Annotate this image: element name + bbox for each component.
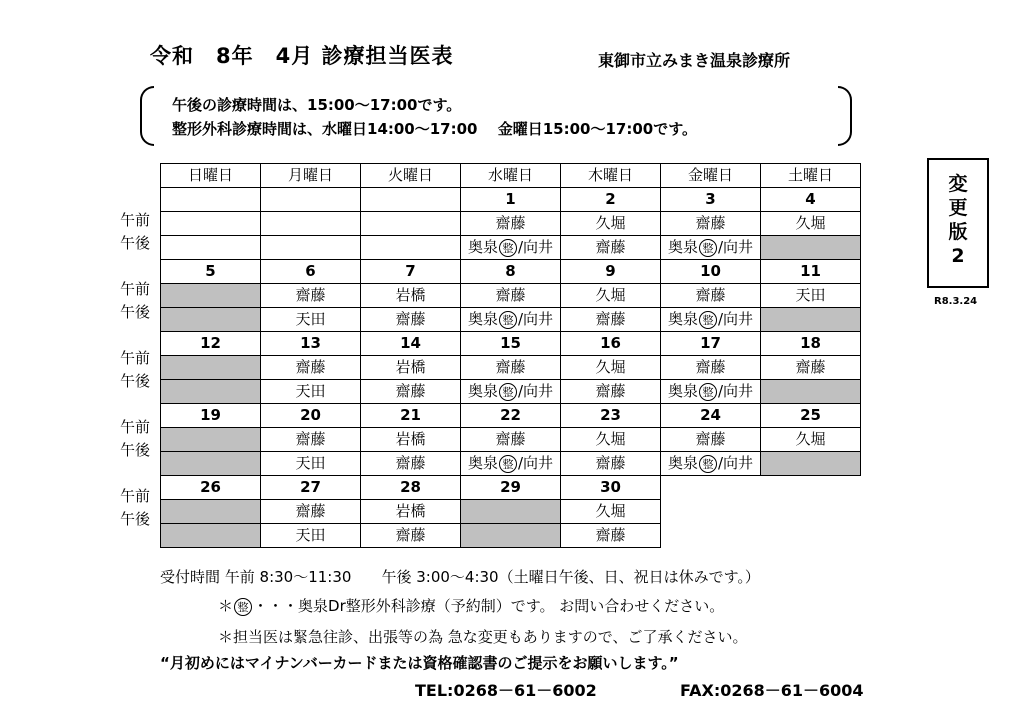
doctor-cell: 岩橋: [361, 356, 461, 380]
closed-cell: [161, 308, 261, 332]
orthopedic-mark-icon: 整: [699, 383, 717, 401]
fax-number: FAX:0268－61－6004: [680, 681, 864, 700]
week-2-date-row: [161, 260, 861, 284]
revision-number: 2: [951, 245, 965, 267]
date-cell: 5: [161, 260, 261, 284]
revision-char: 更: [948, 197, 968, 219]
date-cell: 22: [461, 404, 561, 428]
doctor-cell: 久堀: [561, 212, 661, 236]
telephone-number: TEL:0268－61－6002: [415, 681, 597, 700]
date-cell: 14: [361, 332, 461, 356]
reception-hours: 受付時間 午前 8:30～11:30 午後 3:00～4:30（土曜日午後、日、祝日は休みです。）: [160, 568, 760, 586]
closed-cell: [761, 236, 861, 260]
doctor-cell: 齋藤: [661, 212, 761, 236]
empty-cell: [761, 476, 861, 500]
closed-cell: [161, 380, 261, 404]
orthopedic-mark-icon: 整: [499, 383, 517, 401]
revision-char: 変: [948, 173, 968, 195]
week-2-am-row: [161, 284, 861, 308]
date-cell: 3: [661, 188, 761, 212]
revision-date: R8.3.24: [934, 296, 978, 307]
orthopedic-mark-icon: 整: [499, 239, 517, 257]
revision-char: 版: [948, 221, 968, 243]
doctor-cell: [461, 236, 561, 260]
doctor-cell: [161, 236, 261, 260]
orthopedic-mark-icon: 整: [234, 598, 252, 616]
doctor-cell: 齋藤: [561, 308, 661, 332]
hours-notice: [140, 86, 852, 146]
week-4-pm-row: [161, 452, 861, 476]
doctor-cell: 齋藤: [661, 428, 761, 452]
date-cell: 29: [461, 476, 561, 500]
doctor-name: /向井: [717, 310, 754, 328]
doctor-name: 奥泉: [467, 454, 498, 472]
doctor-cell: 齋藤: [261, 356, 361, 380]
date-cell: 24: [661, 404, 761, 428]
left-bracket: [140, 86, 154, 146]
change-notice: ＊担当医は緊急往診、出張等の為 急な変更もありますので、ご了承ください。: [218, 628, 748, 646]
doctor-cell: 齋藤: [561, 236, 661, 260]
closed-cell: [161, 356, 261, 380]
afternoon-label: 午後: [120, 441, 151, 459]
morning-label: 午前: [120, 211, 151, 229]
seikei-legend: [218, 595, 724, 616]
doctor-name: 奥泉: [467, 238, 498, 256]
date-cell: 11: [761, 260, 861, 284]
orthopedic-mark-icon: 整: [499, 311, 517, 329]
doctor-cell: 天田: [261, 308, 361, 332]
week-2-pm-row: [161, 308, 861, 332]
morning-label: 午前: [120, 280, 151, 298]
afternoon-label: 午後: [120, 234, 151, 252]
weekday-header: 火曜日: [361, 164, 461, 188]
asterisk: ＊: [218, 597, 234, 615]
date-cell: 15: [461, 332, 561, 356]
doctor-cell: 齋藤: [561, 380, 661, 404]
date-cell: 17: [661, 332, 761, 356]
doctor-cell: 齋藤: [361, 308, 461, 332]
date-cell: 19: [161, 404, 261, 428]
doctor-name: 奥泉: [667, 454, 698, 472]
empty-cell: [761, 500, 861, 524]
doctor-cell: 久堀: [761, 212, 861, 236]
closed-cell: [761, 380, 861, 404]
doctor-cell: 齋藤: [261, 500, 361, 524]
weekday-header: 月曜日: [261, 164, 361, 188]
date-cell: 23: [561, 404, 661, 428]
doctor-cell: 天田: [261, 452, 361, 476]
week-5-am-row: [161, 500, 861, 524]
insurance-card-notice: “月初めにはマイナンバーカードまたは資格確認書のご提示をお願いします。”: [160, 654, 679, 672]
closed-cell: [161, 428, 261, 452]
doctor-cell: 齋藤: [461, 428, 561, 452]
week-3-pm-row: [161, 380, 861, 404]
doctor-cell: 齋藤: [661, 356, 761, 380]
weekday-header: 水曜日: [461, 164, 561, 188]
doctor-cell: [661, 308, 761, 332]
weekday-header-row: [161, 164, 861, 188]
doctor-cell: 齋藤: [461, 356, 561, 380]
doctor-name: /向井: [517, 454, 554, 472]
orthopedic-mark-icon: 整: [699, 239, 717, 257]
date-cell: 30: [561, 476, 661, 500]
doctor-cell: 天田: [261, 380, 361, 404]
weekday-header: 土曜日: [761, 164, 861, 188]
doctor-cell: 齋藤: [261, 428, 361, 452]
doctor-cell: 齋藤: [561, 524, 661, 548]
week-1-pm-row: [161, 236, 861, 260]
doctor-cell: 久堀: [761, 428, 861, 452]
doctor-cell: 齋藤: [361, 380, 461, 404]
date-cell: 9: [561, 260, 661, 284]
doctor-name: /向井: [717, 238, 754, 256]
empty-cell: [661, 500, 761, 524]
date-cell: 6: [261, 260, 361, 284]
doctor-cell: 齋藤: [361, 524, 461, 548]
orthopedic-hours-note: 整形外科診療時間は、水曜日14:00～17:00 金曜日15:00～17:00です。: [172, 120, 698, 138]
date-cell: 13: [261, 332, 361, 356]
doctor-name: /向井: [717, 454, 754, 472]
clinic-name: 東御市立みまき温泉診療所: [598, 51, 791, 70]
afternoon-label: 午後: [120, 372, 151, 390]
doctor-name: 奥泉: [667, 238, 698, 256]
doctor-cell: 久堀: [561, 500, 661, 524]
seikei-legend-text: ・・・奥泉Dr整形外科診療（予約制）です。 お問い合わせください。: [253, 597, 725, 615]
date-cell: 2: [561, 188, 661, 212]
doctor-cell: 齋藤: [261, 284, 361, 308]
orthopedic-mark-icon: 整: [699, 455, 717, 473]
date-cell: 20: [261, 404, 361, 428]
closed-cell: [161, 500, 261, 524]
doctor-name: 奥泉: [467, 382, 498, 400]
doctor-schedule-table: [160, 163, 861, 548]
weekday-header: 日曜日: [161, 164, 261, 188]
doctor-cell: 齋藤: [461, 212, 561, 236]
doctor-cell: 岩橋: [361, 284, 461, 308]
empty-cell: [761, 524, 861, 548]
closed-cell: [461, 524, 561, 548]
closed-cell: [161, 284, 261, 308]
doctor-cell: 久堀: [561, 428, 661, 452]
week-1-am-row: [161, 212, 861, 236]
doctor-cell: 天田: [261, 524, 361, 548]
week-4-date-row: [161, 404, 861, 428]
orthopedic-mark-icon: 整: [499, 455, 517, 473]
doctor-cell: [461, 308, 561, 332]
afternoon-label: 午後: [120, 510, 151, 528]
afternoon-label: 午後: [120, 303, 151, 321]
date-cell: [261, 188, 361, 212]
date-cell: 28: [361, 476, 461, 500]
doctor-cell: 齋藤: [761, 356, 861, 380]
doctor-cell: 岩橋: [361, 428, 461, 452]
doctor-name: /向井: [517, 238, 554, 256]
closed-cell: [161, 524, 261, 548]
date-cell: 26: [161, 476, 261, 500]
week-3-am-row: [161, 356, 861, 380]
date-cell: 25: [761, 404, 861, 428]
weekday-header: 金曜日: [661, 164, 761, 188]
date-cell: 4: [761, 188, 861, 212]
morning-label: 午前: [120, 349, 151, 367]
doctor-cell: [661, 236, 761, 260]
closed-cell: [761, 308, 861, 332]
doctor-cell: [461, 380, 561, 404]
doctor-cell: [661, 380, 761, 404]
date-cell: 10: [661, 260, 761, 284]
date-cell: 21: [361, 404, 461, 428]
week-1-date-row: [161, 188, 861, 212]
doctor-name: 奥泉: [467, 310, 498, 328]
doctor-cell: 久堀: [561, 356, 661, 380]
doctor-cell: [661, 452, 761, 476]
doctor-cell: 久堀: [561, 284, 661, 308]
closed-cell: [761, 452, 861, 476]
empty-cell: [661, 524, 761, 548]
date-cell: 12: [161, 332, 261, 356]
week-5-date-row: [161, 476, 861, 500]
week-3-date-row: [161, 332, 861, 356]
afternoon-hours-note: 午後の診療時間は、15:00～17:00です。: [172, 96, 462, 114]
right-bracket: [838, 86, 852, 146]
doctor-cell: [261, 212, 361, 236]
doctor-cell: [361, 236, 461, 260]
date-cell: 7: [361, 260, 461, 284]
closed-cell: [461, 500, 561, 524]
doctor-name: 奥泉: [667, 310, 698, 328]
doctor-cell: 齋藤: [661, 284, 761, 308]
date-cell: 16: [561, 332, 661, 356]
morning-label: 午前: [120, 487, 151, 505]
orthopedic-mark-icon: 整: [699, 311, 717, 329]
closed-cell: [161, 452, 261, 476]
date-cell: 8: [461, 260, 561, 284]
doctor-name: /向井: [517, 310, 554, 328]
doctor-cell: 齋藤: [561, 452, 661, 476]
page-title: 令和 8年 4月 診療担当医表: [150, 44, 454, 68]
date-cell: [361, 188, 461, 212]
doctor-cell: [361, 212, 461, 236]
week-5-pm-row: [161, 524, 861, 548]
doctor-cell: [461, 452, 561, 476]
doctor-cell: [161, 212, 261, 236]
date-cell: 27: [261, 476, 361, 500]
revision-badge: [927, 158, 989, 288]
doctor-name: /向井: [717, 382, 754, 400]
doctor-cell: 天田: [761, 284, 861, 308]
doctor-name: /向井: [517, 382, 554, 400]
doctor-cell: [261, 236, 361, 260]
weekday-header: 木曜日: [561, 164, 661, 188]
date-cell: 1: [461, 188, 561, 212]
empty-cell: [661, 476, 761, 500]
date-cell: [161, 188, 261, 212]
morning-label: 午前: [120, 418, 151, 436]
date-cell: 18: [761, 332, 861, 356]
doctor-cell: 齋藤: [461, 284, 561, 308]
doctor-name: 奥泉: [667, 382, 698, 400]
doctor-cell: 岩橋: [361, 500, 461, 524]
week-4-am-row: [161, 428, 861, 452]
doctor-cell: 齋藤: [361, 452, 461, 476]
